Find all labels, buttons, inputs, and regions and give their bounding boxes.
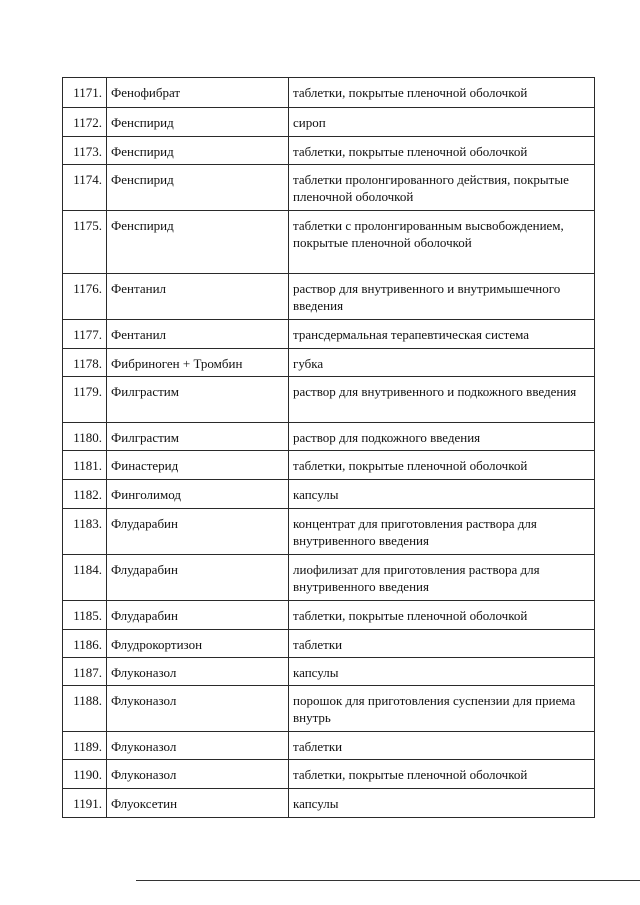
table-row [63, 480, 595, 509]
table-row [63, 320, 595, 349]
dosage-form: таблетки, покрытые пленочной оболочкой [289, 451, 595, 480]
dosage-form: таблетки, покрытые пленочной оболочкой [289, 78, 595, 108]
row-number: 1184. [63, 555, 107, 601]
drug-name: Фенспирид [107, 137, 289, 165]
drug-name: Финголимод [107, 480, 289, 509]
dosage-form: капсулы [289, 658, 595, 686]
drug-name: Флуконазол [107, 658, 289, 686]
dosage-form: капсулы [289, 480, 595, 509]
table-row [63, 760, 595, 789]
drug-name: Финастерид [107, 451, 289, 480]
table-row [63, 274, 595, 320]
dosage-form: таблетки [289, 732, 595, 760]
row-number: 1186. [63, 630, 107, 658]
table-row [63, 509, 595, 555]
drug-name: Флуконазол [107, 760, 289, 789]
table-row [63, 686, 595, 732]
row-number: 1183. [63, 509, 107, 555]
row-number: 1176. [63, 274, 107, 320]
drug-name: Фенспирид [107, 108, 289, 137]
row-number: 1181. [63, 451, 107, 480]
drug-name: Фенспирид [107, 211, 289, 274]
dosage-form: таблетки пролонгированного действия, покрытые пленочной оболочкой [289, 165, 595, 211]
row-number: 1175. [63, 211, 107, 274]
drug-name: Фенофибрат [107, 78, 289, 108]
table-row [63, 630, 595, 658]
table-row [63, 423, 595, 451]
row-number: 1178. [63, 349, 107, 377]
row-number: 1187. [63, 658, 107, 686]
drug-name: Флударабин [107, 555, 289, 601]
dosage-form: порошок для приготовления суспензии для приема внутрь [289, 686, 595, 732]
row-number: 1190. [63, 760, 107, 789]
row-number: 1180. [63, 423, 107, 451]
row-number: 1182. [63, 480, 107, 509]
table-row [63, 789, 595, 818]
table-row [63, 211, 595, 274]
row-number: 1185. [63, 601, 107, 630]
drug-list-body [63, 78, 595, 818]
drug-name: Филграстим [107, 377, 289, 423]
row-number: 1188. [63, 686, 107, 732]
drug-name: Филграстим [107, 423, 289, 451]
dosage-form: трансдермальная терапевтическая система [289, 320, 595, 349]
table-row [63, 78, 595, 108]
table-row [63, 349, 595, 377]
dosage-form: таблетки, покрытые пленочной оболочкой [289, 601, 595, 630]
drug-name: Фентанил [107, 320, 289, 349]
drug-name: Флударабин [107, 509, 289, 555]
row-number: 1173. [63, 137, 107, 165]
drug-name: Флуконазол [107, 686, 289, 732]
dosage-form: сироп [289, 108, 595, 137]
dosage-form: лиофилизат для приготовления раствора для внутривенного введения [289, 555, 595, 601]
table-row [63, 165, 595, 211]
table-row [63, 555, 595, 601]
dosage-form: таблетки, покрытые пленочной оболочкой [289, 760, 595, 789]
table-row [63, 377, 595, 423]
dosage-form: губка [289, 349, 595, 377]
dosage-form: раствор для подкожного введения [289, 423, 595, 451]
drug-name: Фибриноген + Тромбин [107, 349, 289, 377]
row-number: 1171. [63, 78, 107, 108]
table-row [63, 658, 595, 686]
drug-name: Флуоксетин [107, 789, 289, 818]
dosage-form: таблетки [289, 630, 595, 658]
footer-rule [136, 880, 640, 881]
table-row [63, 732, 595, 760]
dosage-form: таблетки с пролонгированным высвобождением, покрытые пленочной оболочкой [289, 211, 595, 274]
dosage-form: раствор для внутривенного и внутримышечного введения [289, 274, 595, 320]
row-number: 1174. [63, 165, 107, 211]
row-number: 1191. [63, 789, 107, 818]
table-row [63, 137, 595, 165]
row-number: 1177. [63, 320, 107, 349]
table-row [63, 451, 595, 480]
drug-name: Фентанил [107, 274, 289, 320]
dosage-form: таблетки, покрытые пленочной оболочкой [289, 137, 595, 165]
row-number: 1179. [63, 377, 107, 423]
table-row [63, 601, 595, 630]
dosage-form: раствор для внутривенного и подкожного введения [289, 377, 595, 423]
drug-name: Фенспирид [107, 165, 289, 211]
drug-name: Флударабин [107, 601, 289, 630]
drug-name: Флудрокортизон [107, 630, 289, 658]
drug-name: Флуконазол [107, 732, 289, 760]
row-number: 1172. [63, 108, 107, 137]
row-number: 1189. [63, 732, 107, 760]
dosage-form: концентрат для приготовления раствора для внутривенного введения [289, 509, 595, 555]
drug-list-table [62, 77, 595, 818]
dosage-form: капсулы [289, 789, 595, 818]
table-row [63, 108, 595, 137]
